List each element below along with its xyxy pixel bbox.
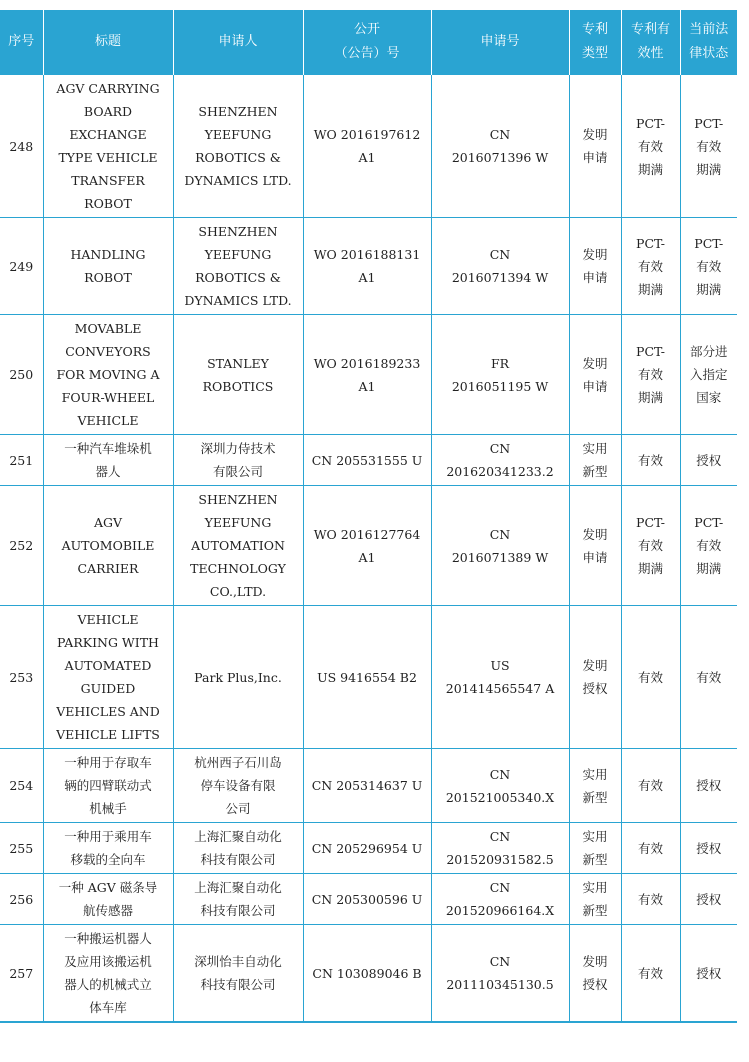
cell-line: 发明 (582, 127, 608, 142)
cell-validity (621, 218, 680, 315)
cell-no: 250 (0, 315, 43, 435)
cell-validity (621, 435, 680, 486)
cell-no: 249 (0, 218, 43, 315)
cell-line: PCT- (694, 115, 724, 131)
cell-line: 申请人 (218, 34, 258, 49)
cell-line: 器人的机械式立 (64, 977, 152, 992)
cell-line: 上海汇聚自动化 (194, 880, 282, 895)
cell-status (680, 925, 737, 1023)
header-no (0, 10, 43, 75)
table-row (0, 749, 737, 823)
cell-applicant (173, 218, 303, 315)
cell-line: A1 (358, 549, 376, 565)
cell-validity (621, 486, 680, 606)
cell-status (680, 874, 737, 925)
cell-line: 上海汇聚自动化 (194, 829, 282, 844)
table-row (0, 874, 737, 925)
table-body (0, 75, 737, 1023)
cell-line: 专利有 (630, 22, 670, 37)
cell-title (43, 606, 173, 749)
cell-line: 专利 (581, 22, 608, 37)
cell-line: 申请 (582, 150, 608, 165)
cell-line: WO 2016197612 (313, 127, 421, 142)
cell-line: 序号 (8, 34, 35, 49)
cell-line: PCT- (694, 515, 724, 530)
cell-title (43, 823, 173, 874)
cell-line: 入指定 (689, 367, 728, 382)
cell-app-no (431, 435, 569, 486)
cell-line: VEHICLE LIFTS (56, 727, 160, 742)
cell-line: 期满 (696, 561, 722, 576)
cell-line: 期满 (637, 390, 663, 405)
cell-pub-no (303, 435, 431, 486)
header-applicant (173, 10, 303, 75)
cell-pub-no (303, 75, 431, 218)
cell-line: 2016071394 W (451, 270, 549, 285)
cell-line: PCT- (694, 235, 724, 251)
cell-type (569, 874, 621, 925)
cell-line: 有效 (637, 138, 663, 154)
cell-line: 一种 AGV 磁条导 (58, 880, 158, 895)
cell-line: 新型 (582, 789, 608, 805)
cell-line: 授权 (696, 891, 722, 907)
cell-line: TRANSFER (71, 173, 145, 188)
cell-line: AUTOMATION (191, 538, 285, 553)
cell-line: 期满 (637, 561, 663, 576)
table-row (0, 315, 737, 435)
cell-status (680, 435, 737, 486)
cell-line: 授权 (696, 778, 722, 793)
header-row (0, 10, 737, 75)
cell-line: 深圳力侍技术 (200, 441, 276, 456)
cell-app-no (431, 823, 569, 874)
cell-line: 有效 (637, 778, 663, 793)
cell-line: 201520966164.X (445, 903, 555, 918)
header-app-no (431, 10, 569, 75)
cell-line: 有效 (696, 258, 722, 274)
cell-line: 有效 (637, 367, 663, 382)
cell-app-no (431, 75, 569, 218)
cell-validity (621, 925, 680, 1023)
cell-line: ROBOTICS & (195, 270, 281, 285)
header-validity (621, 10, 680, 75)
cell-line: 标题 (94, 34, 121, 49)
cell-line: 申请 (582, 549, 608, 565)
cell-line: 机械手 (89, 801, 127, 816)
cell-applicant (173, 823, 303, 874)
cell-line: CO.,LTD. (209, 584, 267, 599)
cell-line: 期满 (637, 281, 663, 297)
cell-no: 248 (0, 75, 43, 218)
cell-pub-no (303, 606, 431, 749)
cell-line: 有效 (637, 538, 663, 553)
cell-line: AUTOMATED (64, 658, 152, 673)
cell-line: PCT- (636, 115, 665, 131)
cell-line: VEHICLE (77, 413, 139, 428)
cell-pub-no (303, 823, 431, 874)
cell-validity (621, 823, 680, 874)
cell-line: 科技有限公司 (200, 852, 276, 867)
cell-line: 体车库 (89, 1000, 127, 1015)
cell-line: YEEFUNG (204, 515, 272, 530)
cell-line: 国家 (696, 390, 722, 405)
cell-title (43, 435, 173, 486)
cell-app-no (431, 218, 569, 315)
header-status (680, 10, 737, 75)
cell-line: PARKING WITH (57, 635, 159, 650)
cell-pub-no (303, 749, 431, 823)
cell-line: DYNAMICS LTD. (184, 293, 292, 308)
cell-line: 深圳怡丰自动化 (194, 954, 282, 969)
cell-pub-no (303, 925, 431, 1023)
cell-line: CN (489, 441, 511, 456)
cell-line: FOUR-WHEEL (61, 390, 155, 405)
cell-no: 257 (0, 925, 43, 1023)
cell-line: ROBOTICS (202, 378, 274, 394)
cell-line: 授权 (696, 965, 722, 981)
cell-app-no (431, 486, 569, 606)
cell-app-no (431, 925, 569, 1023)
cell-line: 有效 (637, 669, 663, 685)
cell-line: 201620341233.2 (446, 464, 554, 479)
cell-line: 发明 (582, 247, 608, 262)
cell-line: SHENZHEN (198, 104, 278, 119)
cell-line: PCT- (636, 344, 665, 359)
cell-line: 移载的全向车 (70, 852, 146, 867)
cell-line: 一种用于乘用车 (64, 829, 152, 844)
cell-line: DYNAMICS LTD. (184, 173, 292, 188)
cell-line: CN 103089046 B (312, 965, 422, 981)
cell-line: 有效 (696, 669, 722, 685)
cell-line: GUIDED (80, 681, 136, 696)
cell-line: 授权 (582, 681, 608, 696)
cell-app-no (431, 606, 569, 749)
cell-status (680, 75, 737, 218)
cell-line: 器人 (95, 464, 121, 479)
cell-line: WO 2016127764 (313, 526, 421, 542)
cell-line: STANLEY (207, 355, 269, 371)
cell-title (43, 874, 173, 925)
cell-line: CN 205314637 U (311, 778, 423, 793)
cell-line: 授权 (696, 452, 722, 468)
cell-line: 新型 (582, 852, 608, 867)
cell-line: 实用 (582, 766, 608, 782)
table-row (0, 486, 737, 606)
cell-line: 一种搬运机器人 (64, 931, 152, 946)
cell-line: 律状态 (689, 46, 729, 61)
cell-type (569, 749, 621, 823)
cell-validity (621, 874, 680, 925)
cell-validity (621, 606, 680, 749)
cell-line: 发明 (582, 954, 608, 969)
cell-line: AGV CARRYING (56, 81, 160, 96)
cell-line: Park Plus,Inc. (194, 669, 282, 685)
cell-line: TECHNOLOGY (190, 561, 286, 576)
cell-line: 公司 (225, 801, 251, 816)
cell-line: SHENZHEN (198, 224, 278, 239)
cell-line: 科技有限公司 (200, 903, 276, 918)
cell-line: 申请 (582, 270, 608, 285)
cell-line: 科技有限公司 (200, 977, 276, 992)
cell-type (569, 823, 621, 874)
cell-type (569, 315, 621, 435)
header-pub-no (303, 10, 431, 75)
cell-type (569, 435, 621, 486)
cell-line: YEEFUNG (204, 247, 272, 262)
cell-line: SHENZHEN (198, 492, 278, 507)
cell-type (569, 606, 621, 749)
cell-line: A1 (358, 270, 376, 285)
cell-line: TYPE VEHICLE (58, 150, 158, 165)
cell-title (43, 749, 173, 823)
cell-line: 有效 (696, 138, 722, 154)
cell-line: ROBOT (84, 270, 132, 285)
cell-line: EXCHANGE (69, 127, 147, 142)
cell-status (680, 315, 737, 435)
header-title (43, 10, 173, 75)
patent-table (0, 10, 737, 1023)
cell-app-no (431, 749, 569, 823)
cell-line: 有效 (637, 452, 663, 468)
cell-line: 201414565547 A (445, 681, 555, 696)
table-row (0, 606, 737, 749)
cell-no: 256 (0, 874, 43, 925)
cell-line: 期满 (696, 281, 722, 297)
cell-status (680, 606, 737, 749)
cell-line: 有效 (696, 538, 722, 553)
cell-line: CARRIER (77, 561, 139, 576)
cell-line: 停车设备有限 (200, 778, 276, 793)
cell-pub-no (303, 874, 431, 925)
cell-line: A1 (358, 378, 376, 394)
cell-app-no (431, 315, 569, 435)
cell-line: 申请 (582, 378, 608, 394)
cell-line: MOVABLE (74, 321, 142, 336)
cell-line: YEEFUNG (204, 127, 272, 142)
cell-line: 一种汽车堆垛机 (64, 441, 152, 456)
cell-no: 251 (0, 435, 43, 486)
cell-type (569, 486, 621, 606)
cell-line: 2016071389 W (451, 549, 549, 565)
cell-line: CN (489, 880, 511, 895)
cell-line: 201110345130.5 (446, 977, 554, 992)
cell-line: 辆的四臂联动式 (64, 778, 152, 793)
cell-line: CN (489, 829, 511, 844)
cell-line: 部分进 (689, 344, 728, 359)
cell-no: 252 (0, 486, 43, 606)
cell-line: 发明 (582, 526, 608, 542)
cell-validity (621, 315, 680, 435)
cell-line: US 9416554 B2 (317, 669, 417, 685)
cell-line: US (490, 658, 510, 673)
cell-line: CN (489, 954, 511, 969)
cell-line: 发明 (582, 658, 608, 673)
cell-title (43, 315, 173, 435)
cell-line: 有效 (637, 258, 663, 274)
cell-line: 授权 (582, 977, 608, 992)
cell-line: WO 2016189233 (313, 355, 421, 371)
cell-pub-no (303, 486, 431, 606)
cell-line: 有效 (637, 891, 663, 907)
cell-line: 航传感器 (82, 903, 133, 918)
cell-status (680, 486, 737, 606)
cell-line: 201520931582.5 (446, 852, 554, 867)
cell-applicant (173, 925, 303, 1023)
cell-validity (621, 749, 680, 823)
cell-line: CN 205531555 U (311, 452, 423, 468)
cell-title (43, 486, 173, 606)
cell-line: ROBOT (84, 196, 132, 211)
cell-type (569, 925, 621, 1023)
cell-line: WO 2016188131 (313, 247, 421, 262)
cell-line: 201521005340.X (445, 789, 555, 805)
cell-line: CN (489, 247, 511, 262)
cell-line: CN (489, 766, 511, 782)
cell-type (569, 218, 621, 315)
cell-line: CN 205296954 U (311, 840, 423, 856)
cell-line: 申请号 (480, 34, 520, 49)
cell-no: 254 (0, 749, 43, 823)
table-row (0, 435, 737, 486)
cell-applicant (173, 315, 303, 435)
cell-line: AGV (93, 515, 123, 530)
cell-line: FR (490, 355, 510, 371)
cell-line: 实用 (582, 880, 608, 895)
cell-no: 253 (0, 606, 43, 749)
cell-line: PCT- (636, 235, 665, 251)
cell-line: 一种用于存取车 (64, 755, 152, 770)
cell-line: 发明 (582, 355, 608, 371)
cell-status (680, 749, 737, 823)
cell-validity (621, 75, 680, 218)
cell-line: CN 205300596 U (311, 891, 423, 907)
cell-applicant (173, 75, 303, 218)
cell-line: 授权 (696, 840, 722, 856)
cell-app-no (431, 874, 569, 925)
cell-status (680, 823, 737, 874)
cell-line: 期满 (637, 161, 663, 177)
cell-line: A1 (358, 150, 376, 165)
table-row (0, 925, 737, 1023)
cell-line: 杭州西子石川岛 (194, 755, 282, 770)
cell-line: 实用 (582, 829, 608, 844)
cell-line: 新型 (582, 464, 608, 479)
cell-line: 类型 (581, 46, 608, 61)
cell-title (43, 925, 173, 1023)
cell-applicant (173, 435, 303, 486)
cell-line: 有效 (637, 840, 663, 856)
cell-line: 效性 (637, 46, 664, 61)
cell-line: 2016071396 W (451, 150, 549, 165)
cell-title (43, 75, 173, 218)
cell-applicant (173, 749, 303, 823)
cell-line: CN (489, 127, 511, 142)
cell-type (569, 75, 621, 218)
cell-line: 有效 (637, 965, 663, 981)
cell-line: 实用 (582, 441, 608, 456)
cell-line: CN (489, 526, 511, 542)
cell-line: 新型 (582, 903, 608, 918)
table-header (0, 10, 737, 75)
cell-line: VEHICLES AND (56, 704, 160, 719)
cell-status (680, 218, 737, 315)
cell-line: 及应用该搬运机 (64, 954, 152, 969)
header-type (569, 10, 621, 75)
cell-pub-no (303, 218, 431, 315)
cell-line: 期满 (696, 161, 722, 177)
cell-line: 2016051195 W (451, 378, 549, 394)
cell-line: PCT- (636, 515, 665, 530)
cell-applicant (173, 486, 303, 606)
cell-line: VEHICLE (77, 612, 139, 627)
cell-line: 当前法 (689, 22, 729, 37)
table-row (0, 75, 737, 218)
cell-line: FOR MOVING A (56, 367, 160, 382)
cell-applicant (173, 874, 303, 925)
cell-line: CONVEYORS (65, 344, 151, 359)
cell-title (43, 218, 173, 315)
table-row (0, 218, 737, 315)
cell-line: 公开 (353, 22, 380, 37)
cell-line: ROBOTICS & (195, 150, 281, 165)
cell-line: （公告）号 (334, 46, 400, 61)
cell-pub-no (303, 315, 431, 435)
cell-line: HANDLING (70, 247, 146, 262)
table-row (0, 823, 737, 874)
cell-line: 有限公司 (212, 464, 263, 479)
cell-line: AUTOMOBILE (61, 538, 155, 553)
cell-no: 255 (0, 823, 43, 874)
cell-applicant (173, 606, 303, 749)
cell-line: BOARD (83, 104, 133, 119)
